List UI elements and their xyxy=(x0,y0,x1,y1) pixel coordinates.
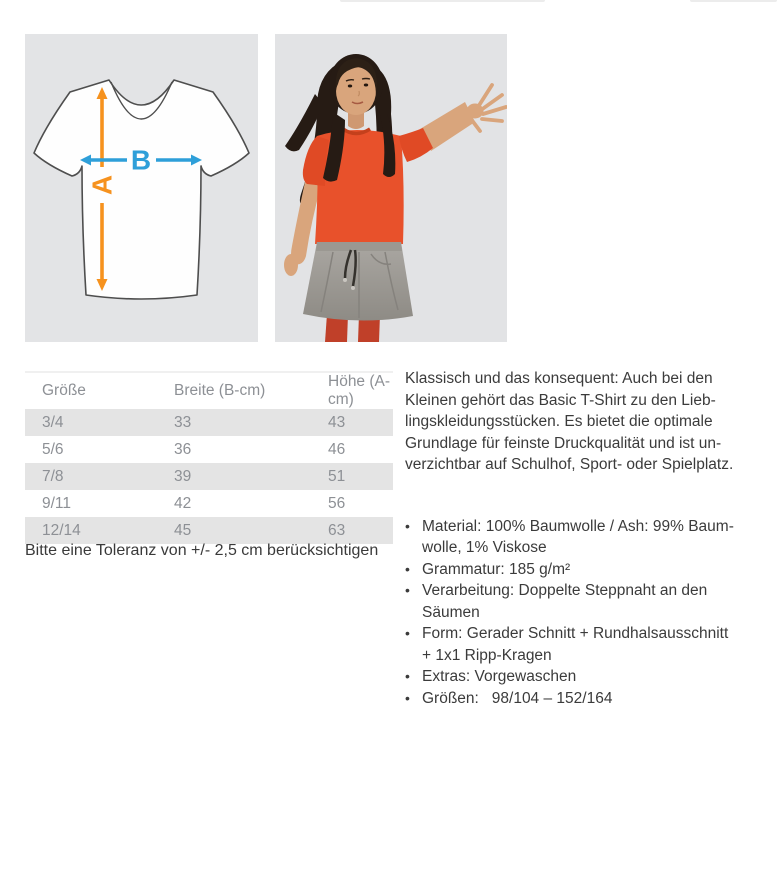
table-cell: 51 xyxy=(328,467,346,485)
model-photo-illustration xyxy=(275,34,507,342)
bullet-icon: • xyxy=(405,517,410,534)
tshirt-measure-icon xyxy=(25,34,258,342)
table-cell: 45 xyxy=(174,521,192,539)
bullet-icon: • xyxy=(405,560,410,577)
table-cell: 36 xyxy=(174,440,192,458)
feature-text: Material: 100% Baumwolle / Ash: 99% Baumwolle, 1% Viskose xyxy=(422,517,734,556)
column-header: Höhe (A-cm) xyxy=(311,372,393,409)
table-row xyxy=(25,463,393,490)
feature-text: Größen: 98/104 – 152/164 xyxy=(422,689,613,707)
table-row xyxy=(25,409,393,436)
table-row xyxy=(25,490,393,517)
feature-item xyxy=(405,666,735,688)
feature-text: Extras: Vorgewaschen xyxy=(422,668,577,685)
size-table-header-row xyxy=(25,372,393,409)
table-cell: 39 xyxy=(174,467,192,485)
model-photo[interactable] xyxy=(275,34,507,342)
size-table xyxy=(25,371,393,544)
gallery-frame-remnant xyxy=(690,0,777,2)
feature-text: Grammatur: 185 g/m² xyxy=(422,560,571,578)
width-measure-label: B xyxy=(130,144,152,176)
product-description xyxy=(405,368,741,709)
column-header: Größe xyxy=(25,372,157,409)
table-cell: 42 xyxy=(174,494,192,512)
feature-item xyxy=(405,688,735,710)
bullet-icon: • xyxy=(405,668,410,684)
table-cell: 5/6 xyxy=(42,440,64,458)
feature-item xyxy=(405,580,735,623)
feature-item xyxy=(405,516,735,559)
table-cell: 63 xyxy=(328,521,346,539)
table-cell: 46 xyxy=(328,440,346,458)
description-paragraph: Klassisch und das konsequent: Auch bei den Kleinen gehört das Basic T-Shirt zu den Lieblingskleidungsstücken. Es bietet die optimale Grundlage für feinste Druckqualität und ist unverzichtbar auf Schulhof, Sport- oder Spielplatz. xyxy=(405,370,734,473)
feature-text: Form: Gerader Schnitt + Rundhalsausschnitt + 1x1 Ripp-Kragen xyxy=(422,625,733,664)
size-diagram-image[interactable] xyxy=(25,34,258,342)
bullet-icon: • xyxy=(405,689,410,706)
size-table-body xyxy=(25,409,393,544)
gallery-frame-remnant xyxy=(340,0,545,2)
height-measure-label: A xyxy=(86,174,118,196)
table-cell: 12/14 xyxy=(42,521,81,539)
feature-text: Verarbeitung: Doppelte Steppnaht an den Säumen xyxy=(422,582,712,621)
table-cell: 43 xyxy=(328,413,346,431)
bullet-icon: • xyxy=(405,625,410,641)
feature-item xyxy=(405,559,735,581)
table-cell: 33 xyxy=(174,413,192,431)
feature-list xyxy=(405,516,735,710)
tolerance-note: Bitte eine Toleranz von +/- 2,5 cm berücksichtigen xyxy=(25,542,379,559)
table-cell: 9/11 xyxy=(42,494,72,512)
girl-skirt xyxy=(303,242,413,321)
table-cell: 3/4 xyxy=(42,413,64,431)
table-row xyxy=(25,517,393,544)
column-header: Breite (B-cm) xyxy=(157,372,311,409)
feature-item xyxy=(405,623,735,666)
table-cell: 7/8 xyxy=(42,467,64,485)
tshirt-outline xyxy=(34,80,249,299)
bullet-icon: • xyxy=(405,582,410,598)
table-row xyxy=(25,436,393,463)
table-cell: 56 xyxy=(328,494,346,512)
